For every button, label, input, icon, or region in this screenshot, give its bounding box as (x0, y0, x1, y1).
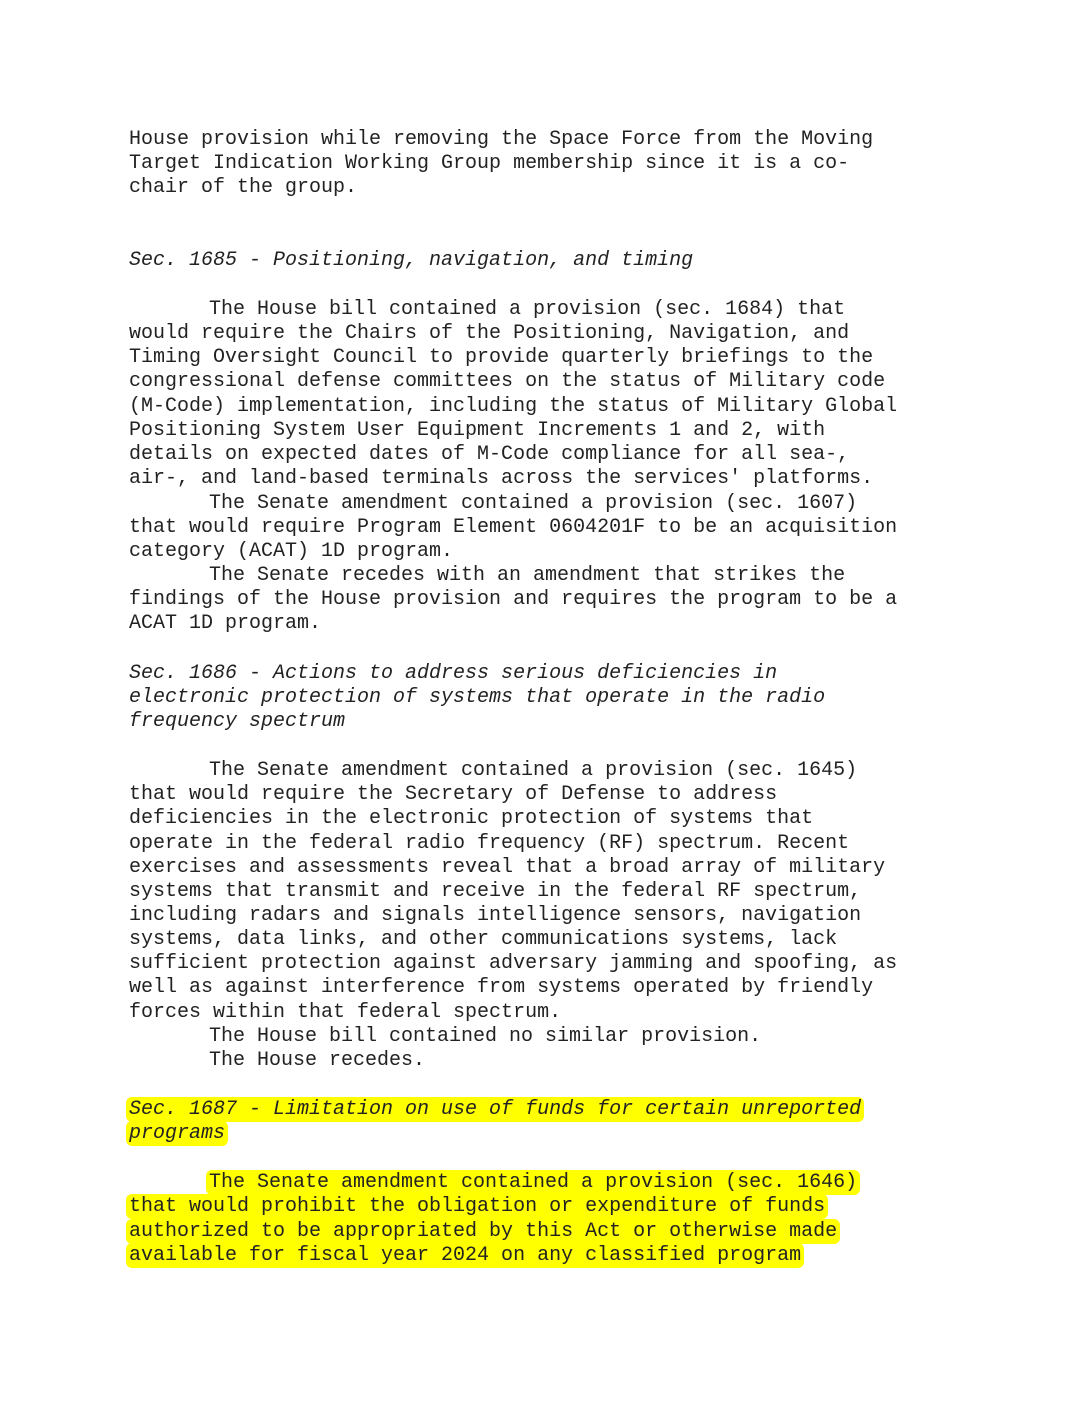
paragraph-line: that would require the Secretary of Defense to address (129, 783, 778, 806)
paragraph-line: that would require Program Element 0604201F to be an acquisition (129, 516, 898, 539)
paragraph-line: The House bill contained no similar provision. (209, 1025, 762, 1048)
paragraph-line: The House bill contained a provision (sec. 1684) that (209, 298, 846, 321)
paragraph-line: forces within that federal spectrum. (129, 1001, 562, 1024)
highlight: available for fiscal year 2024 on any classified program (126, 1243, 804, 1268)
paragraph-line: (M-Code) implementation, including the status of Military Global (129, 395, 898, 418)
paragraph-line: systems, data links, and other communications systems, lack (129, 928, 838, 951)
paragraph-line (129, 1195, 828, 1219)
section-heading-1686: frequency spectrum (129, 710, 346, 733)
highlight: Sec. 1687 - Limitation on use of funds for certain unreported (126, 1097, 864, 1122)
paragraph-line: would require the Chairs of the Positioning, Navigation, and (129, 322, 850, 345)
highlight: The Senate amendment contained a provision (sec. 1646) (206, 1170, 860, 1195)
paragraph-line: details on expected dates of M-Code compliance for all sea-, (129, 443, 850, 466)
paragraph-line (129, 1244, 804, 1268)
section-heading-1686: Sec. 1686 - Actions to address serious deficiencies in (129, 662, 778, 685)
paragraph-line: well as against interference from systems operated by friendly (129, 976, 874, 999)
paragraph-line: The Senate recedes with an amendment that strikes the (209, 564, 846, 587)
paragraph-line: operate in the federal radio frequency (RF) spectrum. Recent (129, 832, 850, 855)
paragraph-line: systems that transmit and receive in the federal RF spectrum, (129, 880, 862, 903)
paragraph-line: including radars and signals intelligence sensors, navigation (129, 904, 862, 927)
paragraph-line: sufficient protection against adversary jamming and spoofing, as (129, 952, 898, 975)
section-heading-1687 (129, 1122, 228, 1146)
section-heading-1685: Sec. 1685 - Positioning, navigation, and timing (129, 249, 694, 272)
section-heading-1687 (129, 1098, 864, 1122)
paragraph-line: ACAT 1D program. (129, 612, 322, 635)
paragraph-line: congressional defense committees on the status of Military code (129, 370, 886, 393)
paragraph-line: exercises and assessments reveal that a broad array of military (129, 856, 886, 879)
paragraph-line: deficiencies in the electronic protection of systems that (129, 807, 814, 830)
paragraph-line (209, 1171, 860, 1195)
section-heading-1686: electronic protection of systems that operate in the radio (129, 686, 826, 709)
paragraph-line: category (ACAT) 1D program. (129, 540, 454, 563)
paragraph-line: Positioning System User Equipment Increments 1 and 2, with (129, 419, 826, 442)
highlight: programs (126, 1121, 228, 1146)
paragraph-line: findings of the House provision and requires the program to be a (129, 588, 898, 611)
highlight: authorized to be appropriated by this Act or otherwise made (126, 1219, 840, 1244)
paragraph-line: House provision while removing the Space Force from the Moving (129, 128, 874, 151)
paragraph-line: The House recedes. (209, 1049, 426, 1072)
paragraph-line (129, 1220, 840, 1244)
paragraph-line: The Senate amendment contained a provision (sec. 1645) (209, 759, 858, 782)
paragraph-line: air-, and land-based terminals across the services' platforms. (129, 467, 874, 490)
paragraph-line: chair of the group. (129, 176, 358, 199)
paragraph-line: Target Indication Working Group membership since it is a co- (129, 152, 850, 175)
paragraph-line: Timing Oversight Council to provide quarterly briefings to the (129, 346, 874, 369)
highlight: that would prohibit the obligation or expenditure of funds (126, 1194, 828, 1219)
paragraph-line: The Senate amendment contained a provision (sec. 1607) (209, 492, 858, 515)
